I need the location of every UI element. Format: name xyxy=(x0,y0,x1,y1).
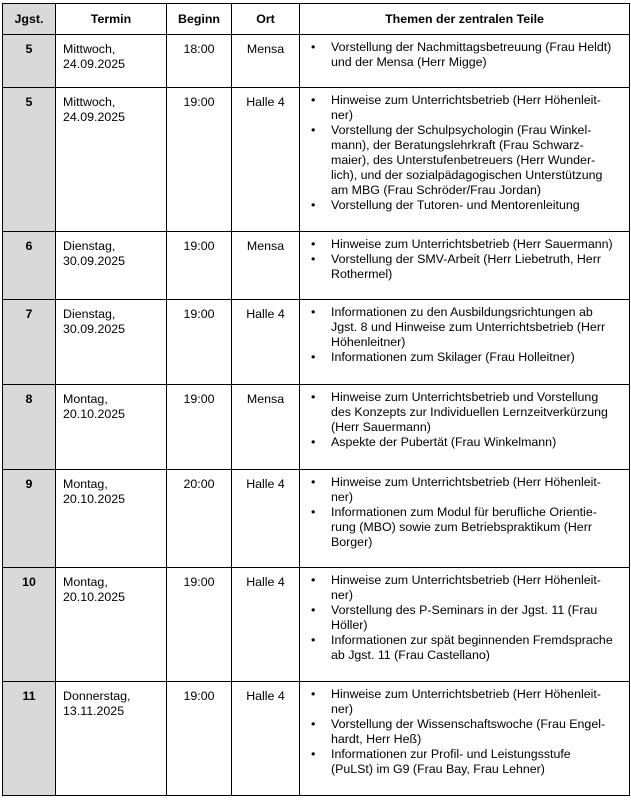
termin-date: 20.10.2025 xyxy=(63,590,126,604)
table-row xyxy=(3,88,630,232)
themen-line: ner) xyxy=(331,490,354,504)
jgst-cell: 5 xyxy=(3,88,56,232)
themen-line: maier), des Unterstufenbetreuers (Herr Wunder- xyxy=(331,153,596,167)
ort-cell: Halle 4 xyxy=(232,470,300,568)
termin-day: Montag, xyxy=(63,575,108,589)
themen-item xyxy=(300,390,621,435)
jgst-cell: 11 xyxy=(3,682,56,796)
themen-line: Höhenleitner) xyxy=(331,335,406,349)
header-beginn: Beginn xyxy=(167,4,232,35)
ort-cell: Mensa xyxy=(232,35,300,88)
themen-item xyxy=(300,123,621,198)
table-row xyxy=(3,385,630,470)
themen-cell xyxy=(300,35,630,88)
themen-cell xyxy=(300,568,630,682)
beginn-cell: 19:00 xyxy=(167,232,232,300)
themen-line: • Hinweise zum Unterrichtsbetrieb (Herr Höhenleit- xyxy=(331,687,601,701)
themen-cell xyxy=(300,88,630,232)
themen-item xyxy=(300,687,621,717)
beginn-cell: 19:00 xyxy=(167,385,232,470)
themen-line: • Informationen zur Profil- und Leistungsstufe xyxy=(331,747,571,761)
themen-cell xyxy=(300,385,630,470)
themen-line: (PuLSt) im G9 (Frau Bay, Frau Lehner) xyxy=(331,762,545,776)
jgst-cell: 6 xyxy=(3,232,56,300)
themen-line: • Aspekte der Pubertät (Frau Winkelmann) xyxy=(331,435,557,449)
jgst-cell: 9 xyxy=(3,470,56,568)
themen-line: • Vorstellung der Nachmittagsbetreuung (Frau Heldt) xyxy=(331,40,612,54)
ort-cell: Halle 4 xyxy=(232,88,300,232)
themen-list xyxy=(300,305,621,365)
header-themen: Themen der zentralen Teile xyxy=(300,4,630,35)
ort-cell: Halle 4 xyxy=(232,682,300,796)
termin-day: Montag, xyxy=(63,392,108,406)
themen-line: am MBG (Frau Schröder/Frau Jordan) xyxy=(331,183,542,197)
beginn-cell: 20:00 xyxy=(167,470,232,568)
beginn-cell: 19:00 xyxy=(167,568,232,682)
table-row xyxy=(3,35,630,88)
themen-line: • Vorstellung der Wissenschaftswoche (Frau Engel- xyxy=(331,717,606,731)
themen-item xyxy=(300,717,621,747)
ort-cell: Mensa xyxy=(232,385,300,470)
themen-line: Jgst. 8 und Hinweise zum Unterrichtsbetrieb (Herr xyxy=(331,320,606,334)
termin-cell xyxy=(56,232,167,300)
themen-cell xyxy=(300,232,630,300)
themen-line: ner) xyxy=(331,702,354,716)
themen-item xyxy=(300,252,621,282)
themen-list xyxy=(300,573,621,663)
themen-list xyxy=(300,40,621,70)
header-ort: Ort xyxy=(232,4,300,35)
themen-item xyxy=(300,747,621,777)
themen-item xyxy=(300,573,621,603)
themen-line: • Vorstellung der SMV-Arbeit (Herr Liebetruth, Herr xyxy=(331,252,601,266)
themen-item xyxy=(300,305,621,350)
themen-item xyxy=(300,198,621,213)
termin-day: Dienstag, xyxy=(63,239,116,253)
themen-line: • Hinweise zum Unterrichtsbetrieb (Herr Sauermann) xyxy=(331,237,613,251)
themen-line: • Vorstellung der Schulpsychologin (Frau Winkel- xyxy=(331,123,592,137)
ort-cell: Mensa xyxy=(232,232,300,300)
themen-line: • Informationen zum Skilager (Frau Holleitner) xyxy=(331,350,575,364)
header-termin: Termin xyxy=(56,4,167,35)
themen-line: des Konzepts zur Individuellen Lernzeitverkürzung xyxy=(331,405,608,419)
table-row xyxy=(3,568,630,682)
themen-item xyxy=(300,435,621,450)
termin-cell xyxy=(56,88,167,232)
termin-day: Dienstag, xyxy=(63,307,116,321)
termin-day: Montag, xyxy=(63,477,108,491)
themen-line: • Hinweise zum Unterrichtsbetrieb (Herr Höhenleit- xyxy=(331,475,601,489)
schedule-table xyxy=(2,3,630,796)
termin-day: Donnerstag, xyxy=(63,689,131,703)
themen-list xyxy=(300,475,621,550)
termin-cell xyxy=(56,470,167,568)
termin-date: 20.10.2025 xyxy=(63,492,126,506)
beginn-cell: 19:00 xyxy=(167,88,232,232)
themen-item xyxy=(300,475,621,505)
themen-item xyxy=(300,505,621,550)
themen-list xyxy=(300,390,621,450)
themen-cell xyxy=(300,300,630,385)
themen-line: Rothermel) xyxy=(331,267,393,281)
themen-list xyxy=(300,93,621,213)
beginn-cell: 18:00 xyxy=(167,35,232,88)
termin-date: 24.09.2025 xyxy=(63,57,126,71)
themen-item xyxy=(300,603,621,633)
ort-cell: Halle 4 xyxy=(232,300,300,385)
themen-line: Borger) xyxy=(331,535,373,549)
themen-item xyxy=(300,350,621,365)
termin-cell xyxy=(56,385,167,470)
themen-list xyxy=(300,687,621,777)
themen-item xyxy=(300,237,621,252)
jgst-cell: 10 xyxy=(3,568,56,682)
themen-line: • Hinweise zum Unterrichtsbetrieb und Vorstellung xyxy=(331,390,599,404)
themen-line: Höller) xyxy=(331,618,368,632)
themen-line: mann), der Beratungslehrkraft (Frau Schwarz- xyxy=(331,138,584,152)
themen-line: hardt, Herr Heß) xyxy=(331,732,422,746)
table-row xyxy=(3,300,630,385)
themen-line: • Informationen zu den Ausbildungsrichtungen ab xyxy=(331,305,593,319)
jgst-cell: 7 xyxy=(3,300,56,385)
beginn-cell: 19:00 xyxy=(167,300,232,385)
table-row xyxy=(3,682,630,796)
themen-line: lich), und der sozialpädagogischen Unterstützung xyxy=(331,168,603,182)
themen-cell xyxy=(300,470,630,568)
table-row xyxy=(3,232,630,300)
termin-date: 30.09.2025 xyxy=(63,254,126,268)
themen-line: • Hinweise zum Unterrichtsbetrieb (Herr Höhenleit- xyxy=(331,573,601,587)
themen-line: • Vorstellung des P-Seminars in der Jgst. 11 (Frau xyxy=(331,603,598,617)
termin-cell xyxy=(56,35,167,88)
termin-cell xyxy=(56,682,167,796)
ort-cell: Halle 4 xyxy=(232,568,300,682)
themen-line: und der Mensa (Herr Migge) xyxy=(331,55,487,69)
termin-date: 24.09.2025 xyxy=(63,110,126,124)
termin-day: Mittwoch, xyxy=(63,95,116,109)
themen-item xyxy=(300,93,621,123)
header-jgst: Jgst. xyxy=(3,4,56,35)
themen-line: ab Jgst. 11 (Frau Castellano) xyxy=(331,648,490,662)
termin-cell xyxy=(56,568,167,682)
themen-line: rung (MBO) sowie zum Betriebspraktikum (Herr xyxy=(331,520,592,534)
termin-date: 13.11.2025 xyxy=(63,704,125,718)
themen-list xyxy=(300,237,621,282)
themen-line: ner) xyxy=(331,108,354,122)
themen-line: • Informationen zum Modul für berufliche Orientie- xyxy=(331,505,597,519)
header-row xyxy=(3,4,630,35)
themen-line: • Vorstellung der Tutoren- und Mentorenleitung xyxy=(331,198,580,212)
themen-line: ner) xyxy=(331,588,354,602)
termin-date: 30.09.2025 xyxy=(63,322,126,336)
themen-cell xyxy=(300,682,630,796)
jgst-cell: 8 xyxy=(3,385,56,470)
themen-item xyxy=(300,40,621,70)
themen-line: • Informationen zur spät beginnenden Fremdsprache xyxy=(331,633,613,647)
themen-item xyxy=(300,633,621,663)
beginn-cell: 19:00 xyxy=(167,682,232,796)
termin-day: Mittwoch, xyxy=(63,42,116,56)
table-row xyxy=(3,470,630,568)
termin-date: 20.10.2025 xyxy=(63,407,126,421)
jgst-cell: 5 xyxy=(3,35,56,88)
themen-line: (Herr Sauermann) xyxy=(331,420,431,434)
themen-line: • Hinweise zum Unterrichtsbetrieb (Herr Höhenleit- xyxy=(331,93,601,107)
termin-cell xyxy=(56,300,167,385)
